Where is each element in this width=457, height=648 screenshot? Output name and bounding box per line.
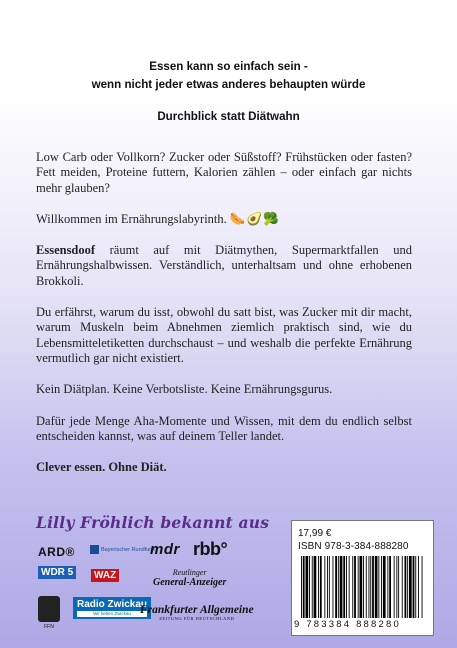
headline-line-2: wenn nicht jeder etwas anderes behaupten würde xyxy=(91,78,366,91)
radio-zwickau-logo: Radio Zwickau Wir lieben Zwickau xyxy=(73,597,151,619)
barcode-bar xyxy=(352,556,353,618)
welcome-text: Willkommen im Ernährungslabyrinth. xyxy=(36,211,227,226)
food-emoji-icons: 🌭🥑🥦 xyxy=(229,211,280,226)
isbn: ISBN 978-3-384-888280 xyxy=(298,541,409,552)
barcode-box xyxy=(291,520,434,636)
barcode-bar xyxy=(333,556,334,618)
br-logo: Bayerischer Rundfunk xyxy=(90,545,155,554)
barcode-bar xyxy=(338,556,339,618)
barcode-bar xyxy=(303,556,305,618)
barcode-bar xyxy=(329,556,330,618)
brand-name: Essensdoof xyxy=(36,243,96,258)
blurb-paragraph-2 xyxy=(36,212,412,227)
barcode-bar xyxy=(378,556,379,618)
barcode-bar xyxy=(324,556,325,618)
rbb-logo: rbb° xyxy=(193,539,228,559)
barcode-bar xyxy=(409,556,412,618)
br-mark-icon xyxy=(90,545,99,554)
reutlinger-general-anzeiger-logo: Reutlinger General-Anzeiger xyxy=(153,568,227,588)
barcode-bar xyxy=(343,556,345,618)
mdr-logo: mdr xyxy=(150,541,180,558)
headline-line-1: Essen kann so einfach sein - xyxy=(149,60,308,73)
barcode-bar xyxy=(375,556,378,618)
barcode-bar xyxy=(363,556,364,618)
barcode-bar xyxy=(354,556,356,618)
blurb-paragraph-5: Kein Diätplan. Keine Verbotsliste. Keine Ernährungsgurus. xyxy=(36,382,333,397)
barcode-bar xyxy=(407,556,408,618)
barcode-image xyxy=(300,556,424,618)
barcode-bar xyxy=(405,556,407,618)
barcode-bar xyxy=(349,556,350,618)
barcode-bar xyxy=(394,556,395,618)
blurb-paragraph-1: Low Carb oder Vollkorn? Zucker oder Süßstoff? Frühstücken oder fasten? Fett meiden, Proteine futtern, Kalorien zählen – oder einfach gar nichts mehr glauben? xyxy=(36,150,412,195)
barcode-bar xyxy=(398,556,399,618)
ard-logo: ARD® xyxy=(38,545,75,559)
barcode-bar xyxy=(389,556,391,618)
barcode-bar xyxy=(301,556,302,618)
barcode-bar xyxy=(346,556,347,618)
ffn-logo: FFN xyxy=(38,596,60,634)
barcode-bar xyxy=(413,556,415,618)
barcode-bar xyxy=(327,556,328,618)
barcode-bar xyxy=(396,556,397,618)
barcode-bar xyxy=(318,556,319,618)
barcode-bar xyxy=(335,556,337,618)
barcode-bar xyxy=(415,556,416,618)
price: 17,99 € xyxy=(298,528,332,539)
barcode-bar xyxy=(383,556,386,618)
barcode-bar xyxy=(309,556,310,618)
headline xyxy=(0,58,457,126)
barcode-bar xyxy=(320,556,322,618)
barcode-bar xyxy=(402,556,403,618)
barcode-bar xyxy=(387,556,388,618)
barcode-bar xyxy=(314,556,317,618)
barcode-bar xyxy=(360,556,363,618)
barcode-digits: 9 783384 888280 xyxy=(294,619,401,630)
barcode-bar xyxy=(312,556,313,618)
known-from-title: Lilly Fröhlich bekannt aus xyxy=(36,513,270,532)
wdr5-logo: WDR 5 xyxy=(38,566,76,579)
faz-logo: Frankfurter Allgemeine ZEITUNG FÜR DEUTSCHLAND xyxy=(140,604,254,621)
barcode-bar xyxy=(340,556,343,618)
closing-tagline: Clever essen. Ohne Diät. xyxy=(36,460,167,475)
barcode-bar xyxy=(366,556,367,618)
barcode-bar xyxy=(418,556,419,618)
barcode-bar xyxy=(381,556,382,618)
blurb-paragraph-3 xyxy=(36,243,412,289)
waz-logo: WAZ xyxy=(91,569,119,582)
barcode-bar xyxy=(369,556,370,618)
ffn-mark-icon xyxy=(38,596,60,622)
blurb-paragraph-3-text: räumt auf mit Diätmythen, Supermarktfallen und Ernährungshalbwissen. Verständlich, unterhaltsam und ohne erhobenen Brokkoli. xyxy=(36,243,412,288)
blurb-paragraph-6: Dafür jede Menge Aha-Momente und Wissen, mit dem du endlich selbst entscheiden kannst, was auf deinem Teller landet. xyxy=(36,413,412,443)
barcode-bar xyxy=(370,556,371,618)
blurb-paragraph-4: Du erfährst, warum du isst, obwohl du satt bist, was Zucker mit dir macht, warum Muskeln beim Abnehmen ziemlich praktisch sind, wie du Lebensmitteletiketten durchschaust – und weshalb die perfekte Ernährung vermutlich gar nicht existiert. xyxy=(36,305,412,365)
blurb-text xyxy=(36,150,412,475)
barcode-bar xyxy=(358,556,359,618)
barcode-bar xyxy=(306,556,309,618)
headline-subtitle: Durchblick statt Diätwahn xyxy=(157,110,300,123)
barcode-bar xyxy=(422,556,423,618)
barcode-bar xyxy=(372,556,374,618)
